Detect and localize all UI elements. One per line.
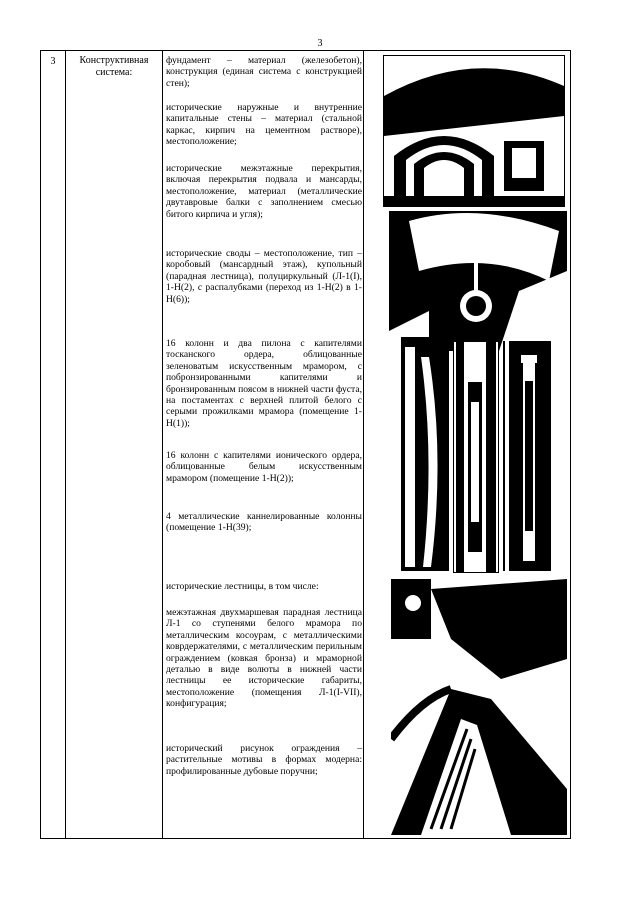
desc-metal-columns: 4 металлические каннелированные колонны (помещение 1-Н(39); [166, 511, 362, 534]
desc-foundation: фундамент – материал (железобетон), конструкция (единая система с конструкцией стен); [166, 55, 362, 89]
desc-ionic-columns: 16 колонн с капителями ионического ордера, облицованные белым искусственным мрамором (помещение 1-Н(2)); [166, 450, 362, 484]
heritage-table [40, 50, 571, 839]
column-photo-middle [453, 341, 499, 573]
desc-floors: исторические межэтажные перекрытия, включая перекрытия подвала и мансарды, местоположение, материал (металлические двутавровые балки с заполнением смесью битого кирпича и угля); [166, 163, 362, 220]
desc-railing-pattern: исторический рисунок ограждения – растительные мотивы в формах модерна: профилированные дубовые поручни; [166, 743, 362, 777]
desc-staircases: исторические лестницы, в том числе: [166, 581, 319, 592]
desc-vaults: исторические своды – местоположение, тип – коробовый (мансардный этаж), купольный (парадная лестница), полуциркульный (Л-1(I), 1-Н(2), с распалубками (переход из 1-Н(2) в 1-Н(6)); [166, 248, 362, 305]
desc-tuscan-columns: 16 колонн и два пилона с капителями тосканского ордера, облицованные зеленоватым искусственным мрамором, с побронзированными капителями и бронзированным поясом в нижней части фуста, на постаментах с верхней плитой белого с серыми прожилками мрамора (помещение 1-Н(1)); [166, 338, 362, 429]
column-photo-right [503, 341, 551, 571]
dome-chandelier-photo [389, 211, 567, 351]
row-number: 3 [50, 56, 56, 67]
desc-walls: исторические наружные и внутренние капитальные стены – материал (стальной каркас, кирпич на цементном растворе), местоположение; [166, 102, 362, 148]
row-category: Конструктивная система: [79, 55, 149, 78]
page-number: 3 [317, 38, 323, 49]
column-divider [162, 51, 163, 838]
column-divider [65, 51, 66, 838]
desc-main-staircase: межэтажная двухмаршевая парадная лестница Л-1 со ступенями белого мрамора по металлическим косоурам, с металлическими коврдержателями, с металлическим перильным ограждением (ковкая бронза) и мраморной деталью в виде волюты в нижней части лестницы ее исторические габариты, местоположение (помещения Л-1(I-VII), конфигурация; [166, 607, 362, 710]
staircase-photo [391, 579, 567, 835]
column-photo-left [401, 337, 449, 571]
vault-arch-photo [383, 55, 565, 207]
column-divider [363, 51, 364, 838]
